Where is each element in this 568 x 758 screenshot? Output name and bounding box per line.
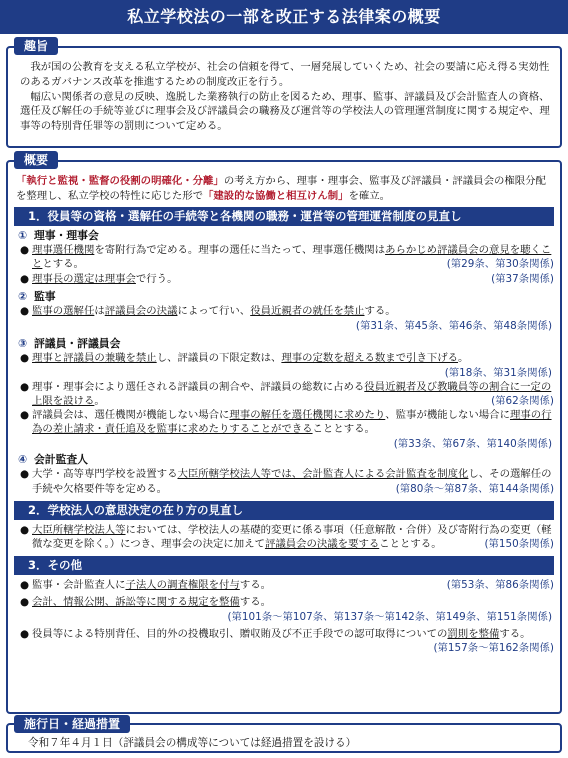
subsection-3-heading: ③ 評議員・評議員会 xyxy=(18,336,121,350)
article-reference: (第157条～第162条関係) xyxy=(433,642,554,655)
article-reference: (第62条関係) xyxy=(491,395,554,407)
article-reference: (第37条関係) xyxy=(491,272,554,285)
article-reference: (第80条～第87条、第144条関係) xyxy=(395,482,554,495)
shushi-paragraph-2: 幅広い関係者の意見の反映、逸脱した業務執行の防止を図るため、理事、監事、評議員及び会計監査人の資格、選任及び解任の手続等並びに理事会及び評議員会の職務及び運営等の学校法人の管理運営制度に関する規定や、理事等の特別背任罪等の罰則について定める。 xyxy=(20,90,550,133)
shushi-box xyxy=(6,46,562,148)
subsection-4-heading: ④ 会計監査人 xyxy=(18,452,88,466)
intro-text-2: を確立。 xyxy=(348,189,391,202)
subsection-1-heading: ① 理事・理事会 xyxy=(18,228,99,242)
bullet-item: ● 会計、情報公開、訴訟等に関する規定を整備する。 (第101条～第107条、第137条～第142条、第149条、第151条関係) xyxy=(20,596,552,623)
article-reference: (第101条～第107条、第137条～第142条、第149条、第151条関係) xyxy=(227,610,552,623)
intro-text-1: の考え方から、理事・理事会、監事及び評議員・評議員会の権限分配を整理し、私立学校の特性に応じた形で xyxy=(16,175,546,202)
shushi-body xyxy=(20,60,552,134)
shiko-text: 令和７年４月１日（評議員会の構成等については経過措置を設ける） xyxy=(28,737,357,749)
intro-highlight-2: 「建設的な協働と相互けん制」 xyxy=(203,189,349,202)
bullet-item: ● 監事の選解任は評議員会の決議によって行い、役員近親者の就任を禁止する。 (第31条、第45条、第46条、第48条関係) xyxy=(20,305,552,332)
article-reference: (第33条、第67条、第140条関係) xyxy=(393,437,552,450)
subsection-2-heading: ② 監事 xyxy=(18,289,56,303)
bullet-item: ● 理事・理事会により選任される評議員の割合や、評議員の総数に占める役員近親者及び教職員等の割合に一定の上限を設ける。 (第62条関係) xyxy=(20,380,554,407)
section-tab-gaiyo: 概要 xyxy=(14,151,58,169)
article-reference: (第53条、第86条関係) xyxy=(446,579,554,592)
bullet-item: ● 大学・高等専門学校を設置する大臣所轄学校法人等では、会計監査人による会計監査を制度化し、その選解任の手続や欠格要件等を定める。 (第80条～第87条、第144条関係) xyxy=(20,468,554,495)
section-2-header: 2．学校法人の意思決定の在り方の見直し xyxy=(14,501,554,520)
section-tab-shiko: 施行日・経過措置 xyxy=(14,715,130,733)
gaiyo-intro xyxy=(14,174,554,204)
bullet-item: ● 理事長の選定は理事会で行う。 (第37条関係) xyxy=(20,272,554,285)
article-reference: (第18条、第31条関係) xyxy=(444,366,552,379)
bullet-item: ● 役員等による特別背任、目的外の投機取引、贈収賄及び不正手段での認可取得についての罰則を整備する。 (第157条～第162条関係) xyxy=(20,627,554,655)
bullet-item: ● 理事選任機関を寄附行為で定める。理事の選任に当たって、理事選任機関はあらかじめ評議員会の意見を聴くこととする。 (第29条、第30条関係) xyxy=(20,244,554,271)
gaiyo-box xyxy=(6,160,562,714)
page-title: 私立学校法の一部を改正する法律案の概要 xyxy=(0,0,568,34)
bullet-item: ● 大臣所轄学校法人等においては、学校法人の基礎的変更に係る事項（任意解散・合併）及び寄附行為の変更（軽微な変更を除く。）につき、理事会の決定に加えて評議員会の決議を要することとする。 (第150条関係) xyxy=(20,523,554,551)
shushi-paragraph-1: 我が国の公教育を支える私立学校が、社会の信頼を得て、一層発展していくため、社会の要請に応え得る実効性のあるガバナンス改革を推進するための制度改正を行う。 xyxy=(20,61,550,88)
article-reference: (第31条、第45条、第46条、第48条関係) xyxy=(355,319,552,332)
article-reference: (第29条、第30条関係) xyxy=(446,258,554,271)
article-reference: (第150条関係) xyxy=(484,538,554,551)
bullet-item: ● 評議員会は、選任機関が機能しない場合に理事の解任を選任機関に求めたり、監事が機能しない場合に理事の行為の差止請求・責任追及を監事に求めたりすることができることとする。 (第33条、第67条、第140条関係) xyxy=(20,409,552,450)
bullet-item: ● 監事・会計監査人に子法人の調査権限を付与する。 (第53条、第86条関係) xyxy=(20,579,554,592)
intro-highlight-1: 「執行と監視・監督の役割の明確化・分離」 xyxy=(16,175,224,187)
section-1-header: 1．役員等の資格・選解任の手続等と各機関の職務・運営等の管理運営制度の見直し xyxy=(14,207,554,226)
section-tab-shushi: 趣旨 xyxy=(14,37,58,55)
section-3-header: 3．その他 xyxy=(14,556,554,575)
bullet-item: ● 理事と評議員の兼職を禁止し、評議員の下限定数は、理事の定数を超える数まで引き下げる。 (第18条、第31条関係) xyxy=(20,352,552,379)
